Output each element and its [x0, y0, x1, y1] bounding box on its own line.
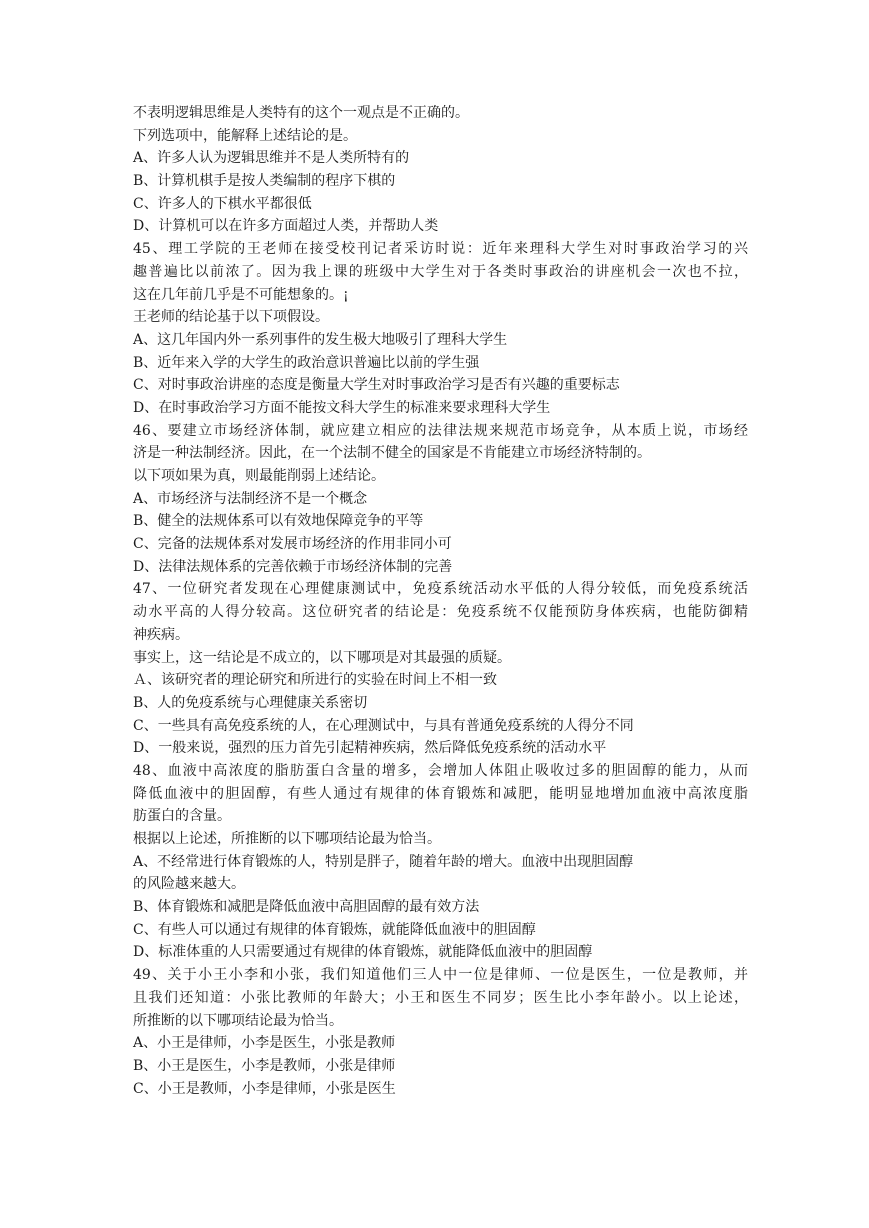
text-line: 下列选项中，能解释上述结论的是。: [133, 127, 357, 144]
text-line: 46、要建立市场经济体制，就应建立相应的法律法规来规范市场竞争，从本质上说，市场经: [133, 422, 748, 439]
text-line: D、在时事政治学习方面不能按文科大学生的标准来要求理科大学生: [133, 399, 551, 416]
text-line: Ａ、该研究者的理论研究和所进行的实验在时间上不相一致: [133, 672, 497, 689]
text-line: C、一些具有高免疫系统的人，在心理测试中，与具有普通免疫系统的人得分不同: [133, 717, 634, 734]
text-line: A、市场经济与法制经济不是一个概念: [133, 490, 368, 507]
text-line: 王老师的结论基于以下项假设。: [133, 309, 329, 326]
text-line: D、法律法规体系的完善依赖于市场经济体制的完善: [133, 558, 453, 575]
text-line: B、计算机棋手是按人类编制的程序下棋的: [133, 173, 396, 190]
text-line: 济是一种法制经济。因此，在一个法制不健全的国家是不肯能建立市场经济特制的。: [133, 445, 651, 462]
text-line: C、对时事政治讲座的态度是衡量大学生对时事政治学习是否有兴趣的重要标志: [133, 377, 620, 394]
text-line: A、不经常进行体育锻炼的人，特别是胖子，随着年龄的增大。血液中出现胆固醇: [133, 853, 634, 870]
text-line: 且我们还知道：小张比教师的年龄大；小王和医生不同岁；医生比小李年龄小。以上论述，: [133, 989, 748, 1006]
text-line: C、许多人的下棋水平都很低: [133, 195, 312, 212]
text-line: 以下项如果为真，则最能削弱上述结论。: [133, 468, 385, 484]
text-line: A、小王是律师，小李是医生，小张是教师: [133, 1035, 396, 1052]
text-line: C、小王是教师，小李是律师，小张是医生: [133, 1080, 396, 1097]
text-line: 根据以上论述，所推断的以下哪项结论最为恰当。: [133, 831, 441, 847]
document-text-body: [133, 102, 748, 1100]
text-line: C、完备的法规体系对发展市场经济的作用非同小可: [133, 536, 452, 553]
text-line: B、人的免疫系统与心理健康关系密切: [133, 694, 368, 711]
text-line: A、这几年国内外一系列事件的发生极大地吸引了理科大学生: [133, 331, 508, 348]
text-line: B、健全的法规体系可以有效地保障竞争的平等: [133, 513, 424, 530]
text-line: A、许多人认为逻辑思维并不是人类所特有的: [133, 150, 410, 167]
text-line: B、近年来入学的大学生的政治意识普遍比以前的学生强: [133, 354, 480, 371]
text-line: D、标准体重的人只需要通过有规律的体育锻炼，就能降低血液中的胆固醇: [133, 944, 593, 961]
text-line: 49、关于小王小李和小张，我们知道他们三人中一位是律师、一位是医生，一位是教师，并: [133, 967, 748, 984]
text-line: B、体育锻炼和减肥是降低血液中高胆固醇的最有效方法: [133, 899, 480, 916]
text-line: 事实上，这一结论是不成立的，以下哪项是对其最强的质疑。: [133, 649, 511, 666]
text-line: 趣普遍比以前浓了。因为我上课的班级中大学生对于各类时事政治的讲座机会一次也不拉，: [133, 263, 748, 280]
text-line: 不表明逻辑思维是人类特有的这个一观点是不正确的。: [133, 105, 469, 121]
text-line: 48、血液中高浓度的脂肪蛋白含量的增多，会增加人体阻止吸收过多的胆固醇的能力，从而: [133, 762, 748, 779]
text-line: 所推断的以下哪项结论最为恰当。: [133, 1012, 343, 1029]
text-line: 这在几年前几乎是不可能想象的。¡: [133, 286, 349, 303]
text-line: 动水平高的人得分较高。这位研究者的结论是：免疫系统不仅能预防身体疾病，也能防御精: [133, 604, 748, 621]
text-line: 肪蛋白的含量。: [133, 808, 231, 825]
text-line: 神疾病。: [133, 626, 189, 643]
text-line: D、一般来说，强烈的压力首先引起精神疾病，然后降低免疫系统的活动水平: [133, 740, 607, 757]
text-line: 47、一位研究者发现在心理健康测试中，免疫系统活动水平低的人得分较低，而免疫系统活: [133, 581, 748, 598]
text-line: 的风险越来越大。: [133, 876, 245, 893]
text-line: B、小王是医生，小李是教师，小张是律师: [133, 1057, 396, 1074]
text-line: 降低血液中的胆固醇，有些人通过有规律的体育锻炼和减肥，能明显地增加血液中高浓度脂: [133, 785, 748, 802]
text-line: 45、理工学院的王老师在接受校刊记者采访时说：近年来理科大学生对时事政治学习的兴: [133, 241, 748, 258]
text-line: D、计算机可以在许多方面超过人类，并帮助人类: [133, 218, 439, 235]
text-line: C、有些人可以通过有规律的体育锻炼，就能降低血液中的胆固醇: [133, 921, 536, 938]
